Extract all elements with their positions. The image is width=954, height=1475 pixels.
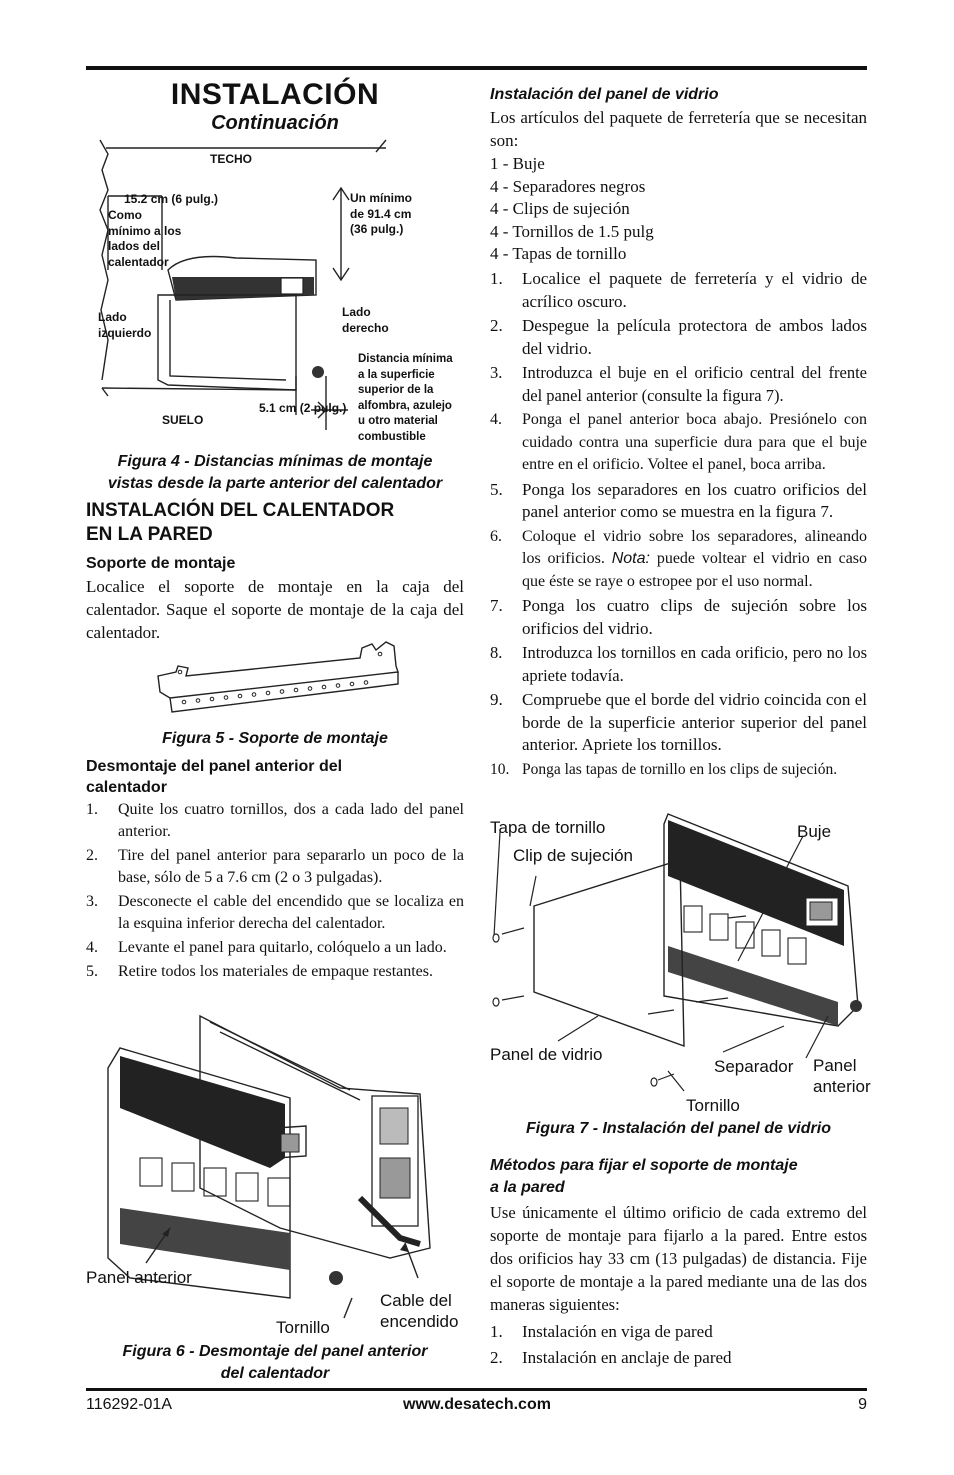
list-item: 10. Ponga las tapas de tornillo en los clips de sujeción. [490,760,838,778]
label-tapa-tornillo: Tapa de tornillo [490,818,606,837]
label-panel-anterior-fig6: Panel anterior [86,1268,192,1287]
label-side-distance: 15.2 cm (6 pulg.) [124,192,219,206]
page-subtitle: Continuación [211,112,339,134]
label-distancia-minima: Distancia mínima a la superficie superior de la alfombra, azulejo u otro material combustible [358,353,453,443]
list-item: 2. Tire del panel anterior para separarlo un poco de la base, sólo de 5 a 7.6 cm (2 o 3 pulgadas). [86,847,464,886]
list-item: 2. Instalación en anclaje de pared [490,1347,732,1367]
label-bottom-distance: 5.1 cm (2 pulg.) [259,401,347,415]
label-como-minimo: Como mínimo a los lados del calentador [108,208,182,269]
methods-heading: Métodos para fijar el soporte de montaje a la pared [490,1157,798,1196]
list-item: 3. Introduzca el buje en el orificio central del frente del panel anterior (consulte la figura 7). [490,363,867,405]
list-item: 5. Retire todos los materiales de empaque restantes. [86,963,434,980]
list-item: 1 - Buje [490,154,545,173]
list-item: 7. Ponga los cuatro clips de sujeción sobre los orificios del vidrio. [490,596,867,638]
label-tornillo-fig6: Tornillo [276,1318,330,1337]
list-item: 4 - Clips de sujeción [490,199,630,218]
figure-4-caption: Figura 4 - Distancias mínimas de montaje vistas desde la parte anterior del calentador [107,453,443,492]
label-lado-derecho: Lado derecho [342,305,389,335]
glass-intro: Los artículos del paquete de ferretería que se necesitan son: [490,108,867,150]
figure-6-drawing [100,1008,470,1338]
list-item: 3. Desconecte el cable del encendido que se localiza en la esquina inferior derecha del calentador. [86,893,464,932]
page-title: INSTALACIÓN [170,78,380,111]
label-separador: Separador [714,1057,794,1076]
glass-steps [490,268,867,783]
list-item: 4. Levante el panel para quitarlo, colóquelo a un lado. [86,939,447,956]
label-cable-encendido: Cable del encendido [380,1291,459,1331]
methods-steps [490,1321,867,1371]
soporte-text: Localice el soporte de montaje en la caja del calentador. Saque el soporte de montaje de la caja del calentador. [86,577,464,642]
label-clip-sujecion: Clip de sujeción [513,846,634,865]
hardware-list [490,153,867,266]
footer-page-number: 9 [858,1396,867,1413]
label-lado-izquierdo: Lado izquierdo [98,310,152,340]
top-rule [86,66,867,70]
list-item: 1. Instalación en viga de pared [490,1322,713,1341]
list-item: 4 - Separadores negros [490,176,646,196]
figure-6-caption: Figura 6 - Desmontaje del panel anterior del calentador [122,1343,428,1382]
figure-5-caption: Figura 5 - Soporte de montaje [162,730,388,747]
label-un-minimo: Un mínimo de 91.4 cm (36 pulg.) [350,191,412,236]
list-item: 4 - Tornillos de 1.5 pulg [490,221,654,241]
label-tornillo-fig7: Tornillo [686,1096,740,1115]
bottom-rule [86,1388,867,1391]
list-item: 5. Ponga los separadores en los cuatro orificios del panel anterior como se muestra en la figura 7. [490,479,867,521]
label-suelo: SUELO [162,413,204,427]
list-item: 1. Quite los cuatro tornillos, dos a cada lado del panel anterior. [86,801,464,840]
list-item: 9. Compruebe que el borde del vidrio coincida con el borde de la superficie anterior superior del panel anterior. Apriete los tornillos. [490,690,867,754]
list-item: 4. Ponga el panel anterior boca abajo. Presiónelo con cuidado contra una superficie dura para que el buje entre en el orificio. Voltee el panel, boca arriba. [490,411,867,473]
figure-5-bracket [150,636,410,722]
soporte-heading: Soporte de montaje [86,555,236,572]
label-panel-vidrio: Panel de vidrio [490,1045,603,1064]
desmontaje-heading: Desmontaje del panel anterior del calentador [86,758,343,796]
list-item: 2. Despegue la película protectora de ambos lados del vidrio. [490,316,867,358]
footer-doc-number: 116292-01A [86,1396,172,1413]
list-item: 8. Introduzca los tornillos en cada orificio, pero no los apriete todavía. [490,643,867,685]
figure-7-caption: Figura 7 - Instalación del panel de vidrio [526,1120,831,1137]
label-techo: TECHO [210,152,252,166]
list-item: 6. Coloque el vidrio sobre los separadores, alineando los orificios. Nota: puede voltear el vidrio en caso que éste se raye o estropee por el uso normal. [490,527,868,590]
label-panel-anterior-fig7: Panel anterior [813,1056,871,1096]
glass-heading: Instalación del panel de vidrio [490,86,719,103]
list-item: 1. Localice el paquete de ferretería y el vidrio de acrílico oscuro. [490,269,867,311]
footer-website: www.desatech.com [403,1396,551,1413]
methods-text: Use únicamente el último orificio de cada extremo del soporte de montaje para fijarlo a la pared. Entre estos dos orificios hay 33 cm (13 pulgadas) de distancia. Fije el soporte de montaje a la pared mediante una de las dos maneras siguientes: [490,1203,867,1314]
list-item: 4 - Tapas de tornillo [490,244,627,263]
desmontaje-steps [86,799,464,985]
section-heading-wall: INSTALACIÓN DEL CALENTADOR EN LA PARED [86,500,395,545]
label-buje: Buje [797,822,832,841]
